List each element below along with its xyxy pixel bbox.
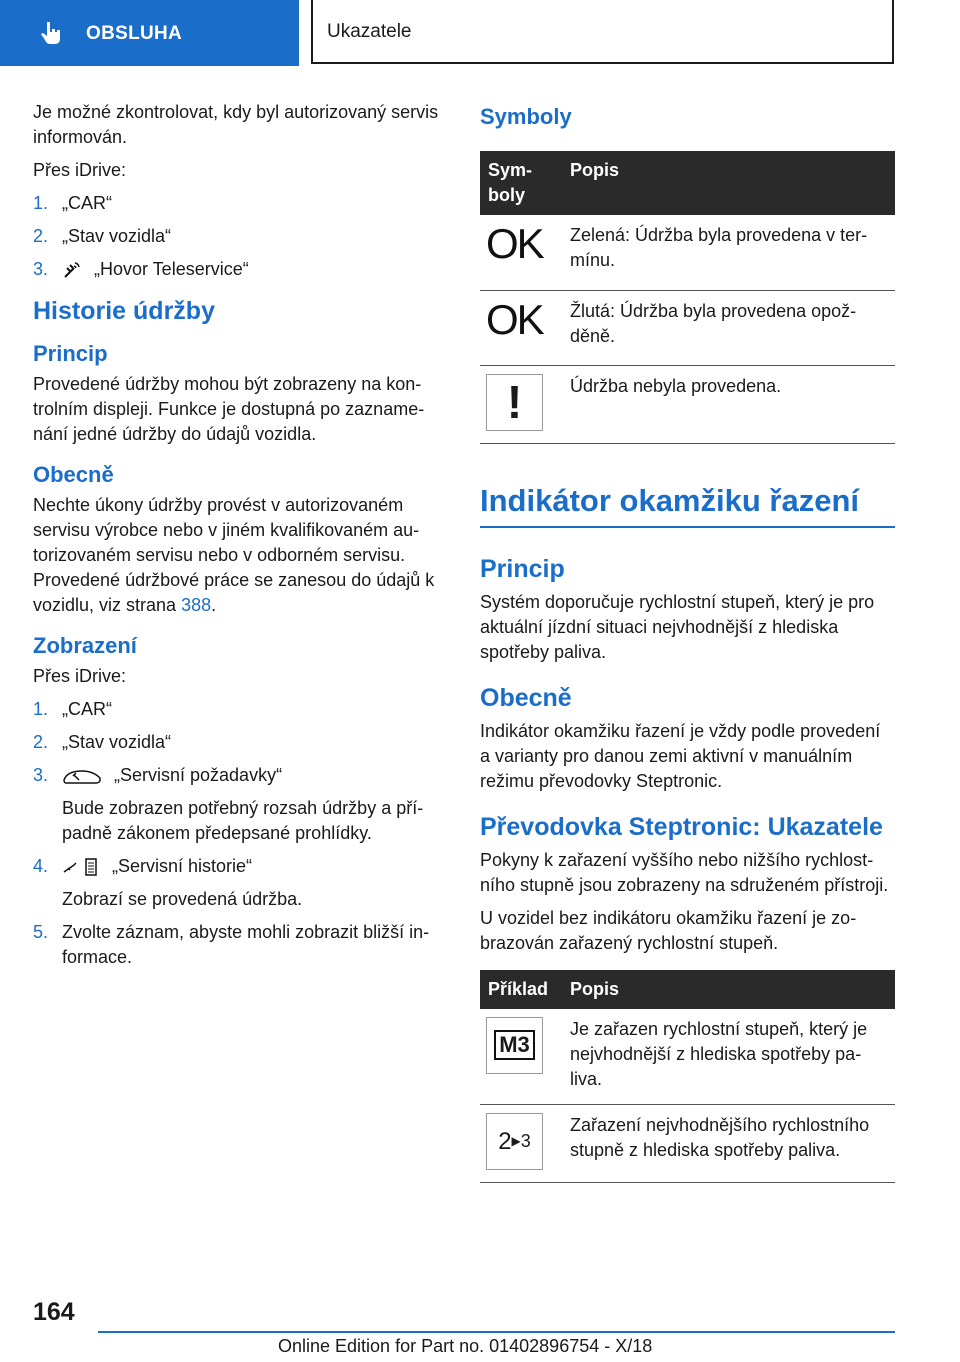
chapter-title-text: Ukazatele — [327, 20, 412, 42]
princip-heading-right: Princip — [480, 554, 565, 583]
shift-indicator-heading: Indikátor okamžiku řazení — [480, 482, 895, 528]
via-idrive-label-2: Přes iDrive: — [33, 666, 127, 686]
ok-yellow-symbol: OK — [486, 295, 543, 343]
princip-paragraph: Provedené údržby mohou být zobrazeny na kontrolním displeji. Funkce je dostupná po zaznamenání jedné údržby do údajů vozidla. — [33, 374, 425, 444]
list-item: 2. „Stav vozidla“ — [33, 226, 172, 246]
list-item: 3. „Servisní požadavky“ Bude zobrazen potřebný rozsah údržby a případně zákonem předepsané prohlídky. — [33, 765, 424, 843]
left-column — [33, 100, 445, 978]
table-header-cell: Symboly — [480, 151, 562, 215]
footer-divider — [98, 1331, 895, 1333]
obecne-paragraph: Nechte úkony údržby provést v autorizovaném servisu výrobce nebo v jiném kvalifikovaném autorizovaném servisu nebo v odborném servisu. Provedené údržbové práce se zanesou do údajů k vozidlu, viz strana 388. — [33, 495, 435, 615]
service-history-icon — [62, 857, 100, 877]
symbols-table — [480, 151, 895, 444]
list-item: 1. „CAR“ — [33, 193, 112, 213]
section-label: OBSLUHA — [86, 22, 183, 44]
example-table — [480, 970, 895, 1183]
gear-shift-arrow-icon: 2 ▶ 3 — [486, 1113, 543, 1170]
triangle-arrow-icon: ▶ — [511, 1133, 521, 1148]
display-steps-list — [33, 697, 445, 970]
right-column — [480, 103, 895, 1183]
table-header-cell: Popis — [562, 970, 895, 1009]
table-row: OK Žlutá: Údržba byla provedena opožděně. — [480, 290, 895, 365]
history-heading: Historie údržby — [33, 297, 215, 325]
steptronic-paragraph-1: Pokyny k zařazení vyššího nebo nižšího rychlostního stupně jsou zobrazeny na sdruženém přístroji. — [480, 849, 889, 895]
list-item: 4. „Servisní historie“ Zobrazí se provedená údržba. — [33, 856, 303, 909]
intro-paragraph: Je možné zkontrolovat, kdy byl autorizovaný servis informován. — [33, 102, 439, 147]
table-row: M3 Je zařazen rychlostní stupeň, který je nejvhodnější z hlediska spotřeby paliva. — [480, 1009, 895, 1105]
table-row: ! Údržba nebyla provedena. — [480, 365, 895, 443]
steptronic-paragraph-2: U vozidel bez indikátoru okamžiku řazení je zobrazován zařazený rychlostní stupeň. — [480, 907, 857, 953]
table-header-cell: Příklad — [480, 970, 562, 1009]
chapter-title — [311, 0, 894, 64]
obecne-heading-right: Obecně — [480, 683, 572, 712]
page-reference-link[interactable]: 388 — [181, 595, 212, 615]
table-row: 2 ▶ 3 Zařazení nejvhodnějšího rychlostního stupně z hlediska spotřeby paliva. — [480, 1104, 895, 1182]
hand-pointer-icon — [38, 20, 64, 46]
list-item: 5. Zvolte záznam, abyste mohli zobrazit bližší informace. — [33, 922, 430, 967]
princip-heading: Princip — [33, 341, 108, 366]
ok-green-symbol: OK — [486, 220, 543, 267]
list-item: 3. „Hovor Teleservice“ — [33, 259, 249, 279]
teleservice-call-icon — [62, 260, 82, 280]
edition-text: Online Edition for Part no. 01402896754 - X/18 — [278, 1336, 653, 1356]
table-row: OK Zelená: Údržba byla provedena v termínu. — [480, 215, 895, 290]
obecne-heading: Obecně — [33, 462, 114, 487]
obecne-paragraph-right: Indikátor okamžiku řazení je vždy podle provedení a varianty pro danou zemi aktivní v manuálním režimu převodovky Steptronic. — [480, 720, 881, 791]
section-tab[interactable] — [0, 0, 299, 66]
symbols-heading: Symboly — [480, 104, 572, 129]
exclamation-icon: ! — [486, 374, 543, 431]
princip-paragraph-right: Systém doporučuje rychlostní stupeň, který je pro aktuální jízdní situaci nejvhodnější z hlediska spotřeby paliva. — [480, 591, 875, 662]
steptronic-heading: Převodovka Steptronic: Ukazatele — [480, 812, 883, 841]
list-item: 1. „CAR“ — [33, 699, 112, 719]
page-number: 164 — [33, 1298, 75, 1326]
zobrazeni-heading: Zobrazení — [33, 633, 137, 658]
list-item: 2. „Stav vozidla“ — [33, 732, 172, 752]
via-idrive-label: Přes iDrive: — [33, 160, 127, 180]
car-service-icon — [62, 766, 102, 786]
gear-m3-icon: M3 — [486, 1017, 543, 1074]
idrive-steps-list — [33, 191, 445, 282]
table-header-cell: Popis — [562, 151, 895, 215]
